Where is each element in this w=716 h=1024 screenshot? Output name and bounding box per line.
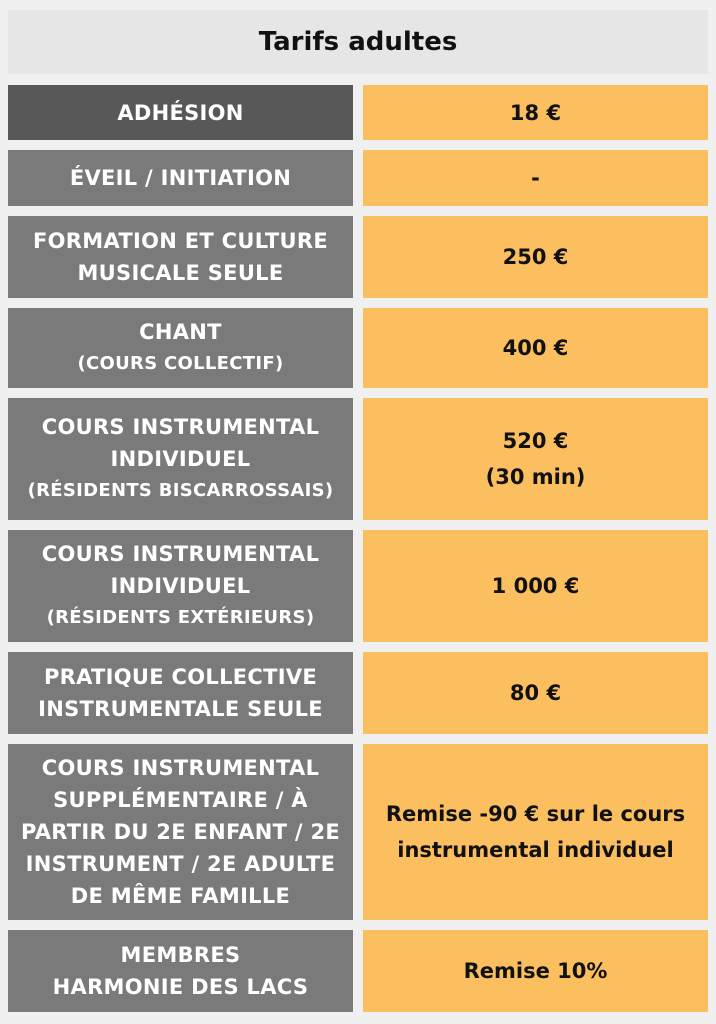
row-label <box>8 308 353 388</box>
row-value <box>363 398 708 520</box>
table-row-chant <box>8 308 708 388</box>
table-row-instrumental-exterieurs <box>8 530 708 642</box>
table-row-instrumental-biscarrossais <box>8 398 708 520</box>
table-row-pratique-collective <box>8 652 708 734</box>
row-label-line: CHANT <box>139 320 222 344</box>
row-value-line: Remise 10% <box>463 959 608 983</box>
row-value <box>363 530 708 642</box>
row-label-line: PRATIQUE COLLECTIVE <box>43 665 318 689</box>
table-row-supplementaire <box>8 744 708 920</box>
row-label <box>8 930 353 1012</box>
row-label-line: INSTRUMENT / 2E ADULTE <box>25 852 336 876</box>
row-label-line: COURS INSTRUMENTAL <box>41 756 320 780</box>
row-label <box>8 398 353 520</box>
row-value-line: instrumental individuel <box>397 838 674 862</box>
row-label-sub: (RÉSIDENTS EXTÉRIEURS) <box>46 607 315 628</box>
row-value <box>363 85 708 140</box>
row-value-line: 18 € <box>509 100 562 125</box>
table-row-eveil <box>8 150 708 206</box>
table-row-adhesion <box>8 85 708 140</box>
row-label-line: INDIVIDUEL <box>110 574 251 598</box>
row-value-line: 520 € <box>502 429 569 453</box>
table-row-formation <box>8 216 708 298</box>
row-label-line: PARTIR DU 2E ENFANT / 2E <box>20 820 341 844</box>
row-label-line: INSTRUMENTALE SEULE <box>38 697 323 721</box>
row-value-line: 1 000 € <box>491 574 580 598</box>
row-value-line: - <box>531 166 540 190</box>
row-label-line: COURS INSTRUMENTAL <box>41 542 320 566</box>
row-label-line: HARMONIE DES LACS <box>52 975 309 999</box>
row-label-line: ADHÉSION <box>117 100 244 125</box>
row-label-line: COURS INSTRUMENTAL <box>41 415 320 439</box>
row-value-line: 250 € <box>502 245 569 269</box>
row-value-line: Remise -90 € sur le cours <box>385 802 686 826</box>
row-label <box>8 530 353 642</box>
row-label-line: DE MÊME FAMILLE <box>70 884 291 908</box>
row-value <box>363 150 708 206</box>
row-label-line: MUSICALE SEULE <box>77 261 284 285</box>
row-label <box>8 652 353 734</box>
row-value <box>363 308 708 388</box>
row-label-line: SUPPLÉMENTAIRE / À <box>53 788 308 812</box>
row-value-line: 80 € <box>509 681 562 705</box>
row-label-line: MEMBRES <box>120 943 241 967</box>
row-value <box>363 744 708 920</box>
row-value <box>363 216 708 298</box>
row-label-line: INDIVIDUEL <box>110 447 251 471</box>
row-label <box>8 216 353 298</box>
row-label <box>8 85 353 140</box>
row-label-line: ÉVEIL / INITIATION <box>69 166 292 190</box>
row-value <box>363 930 708 1012</box>
row-value <box>363 652 708 734</box>
table-row-membres <box>8 930 708 1012</box>
row-label <box>8 150 353 206</box>
table-title: Tarifs adultes <box>8 10 708 74</box>
row-value-line: (30 min) <box>485 465 586 489</box>
row-label-sub: (COURS COLLECTIF) <box>77 353 284 374</box>
row-value-line: 400 € <box>502 336 569 360</box>
row-label-line: FORMATION ET CULTURE <box>32 229 328 253</box>
row-label-sub: (RÉSIDENTS BISCARROSSAIS) <box>27 480 334 501</box>
row-label <box>8 744 353 920</box>
